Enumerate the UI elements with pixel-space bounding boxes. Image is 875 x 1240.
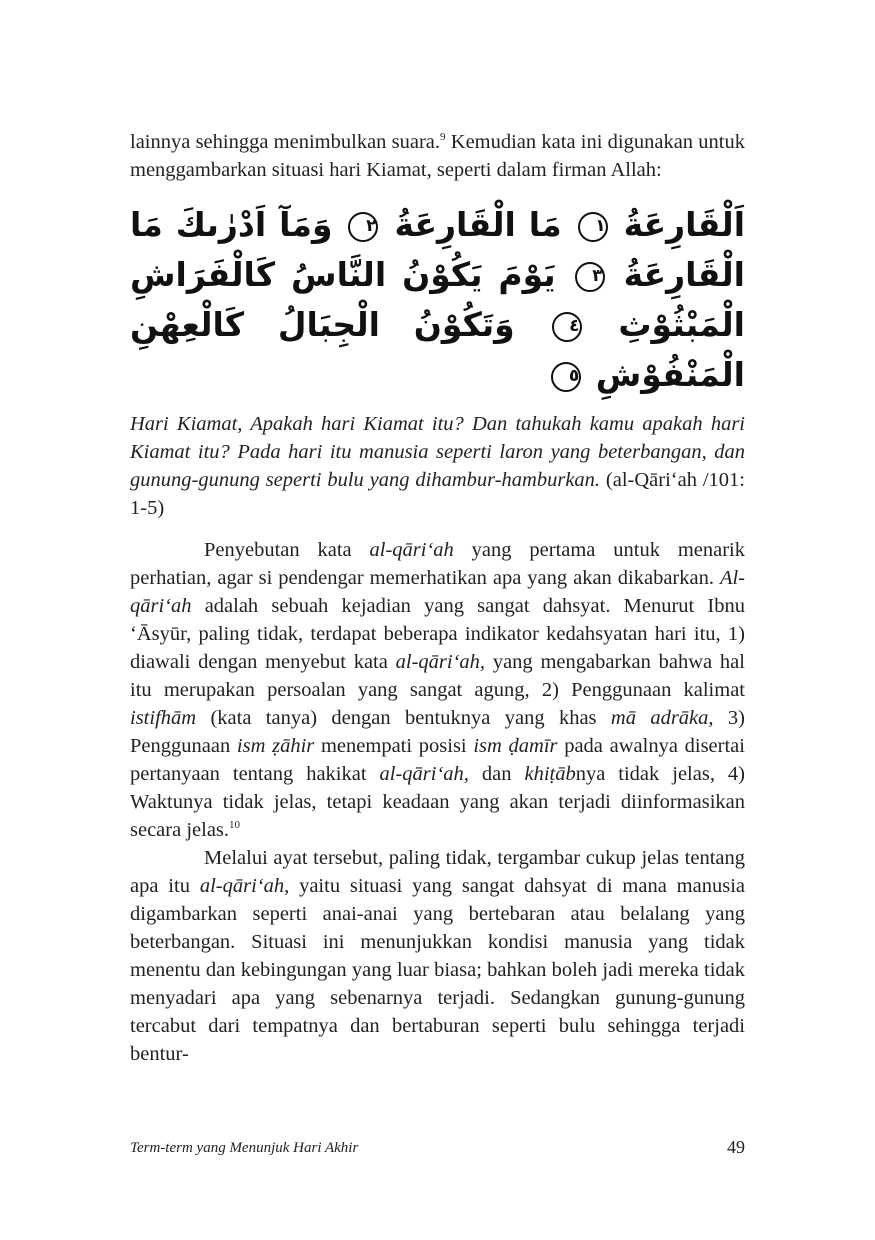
text-run: pada awalnya disertai pertanyaan tentang hakikat [130, 735, 745, 785]
text-run: yang mengabarkan bahwa hal itu merupakan persoalan yang sangat agung, 2) Penggunaan kalimat [130, 651, 745, 701]
verse-5: وَتَكُوْنُ الْجِبَالُ كَالْعِهْنِ الْمَنْفُوْشِ [130, 305, 745, 394]
italic-term: al-qāri‘ah [199, 875, 285, 897]
paragraph-intro [130, 128, 745, 184]
ayah-number-3: ٣ [575, 262, 605, 292]
ayah-number-4: ٤ [552, 312, 582, 342]
footnote-ref-9[interactable]: 9 [440, 131, 446, 144]
intro-text-continued: Kemudian kata ini digunakan untuk menggambarkan situasi hari Kiamat, seperti dalam firman Allah: [130, 131, 745, 181]
ayah-number-5: ٥ [551, 362, 581, 392]
text-run: yang pertama untuk menarik perhatian, agar si pendengar memerhatikan apa yang akan dikabarkan. [130, 539, 745, 589]
verse-2: مَا الْقَارِعَةُ [394, 205, 562, 244]
italic-term: al-qāri‘ah, [379, 763, 469, 785]
text-run: 3) Penggunaan [130, 707, 745, 757]
page-number: 49 [727, 1137, 745, 1157]
verse-3: وَمَآ اَدْرٰىكَ مَا الْقَارِعَةُ [130, 205, 745, 294]
quran-verse-block [130, 200, 745, 400]
running-footer-title: Term-term yang Menunjuk Hari Akhir [130, 1140, 359, 1156]
text-run: menempati posisi [314, 735, 474, 757]
italic-term: ism ẓāhir [236, 735, 315, 757]
text-run: nya tidak jelas, 4) Waktunya tidak jelas, tetapi keadaan yang akan terjadi diinformasikan secara jelas. [130, 763, 745, 841]
footnote-ref-10[interactable]: 10 [229, 819, 241, 832]
italic-term: ism ḍamīr [473, 735, 558, 757]
verse-translation [130, 410, 745, 522]
verse-4: يَوْمَ يَكُوْنُ النَّاسُ كَالْفَرَاشِ الْمَبْثُوْثِ [130, 255, 745, 344]
text-run: dan [468, 763, 525, 785]
page-body [130, 128, 745, 1068]
text-run: adalah sebuah kejadian yang sangat dahsyat. Menurut Ibnu ‘Āsyūr, paling tidak, terdapat beberapa indikator kedahsyatan hari itu, 1) diawali dengan menyebut kata [130, 595, 745, 673]
paragraph-explanation [130, 536, 745, 844]
italic-term: al-qāri‘ah, [395, 651, 486, 673]
text-run: Melalui ayat tersebut, paling tidak, tergambar cukup jelas tentang apa itu [130, 847, 745, 897]
text-run: Penyebutan kata [204, 539, 370, 561]
italic-term: khiṭāb [524, 763, 576, 785]
verse-reference: (al-Qāri‘ah /101: 1-5) [130, 469, 745, 519]
text-run: , yaitu situasi yang sangat dahsyat di mana manusia digambarkan seperti anai-anai yang bertebaran atau belalang yang beterbangan. Situasi ini menunjukkan kondisi manusia yang tidak menentu dan kebingungan yang luar biasa; bahkan boleh jadi mereka tidak menyadari apa yang sebenarnya terjadi. Sedangkan gunung-gunung tercabut dari tempatnya dan bertaburan seperti bulu sehingga terjadi bentur- [130, 875, 745, 1065]
italic-term: al-qāri‘ah [369, 539, 454, 561]
italic-term: mā adrāka, [610, 707, 714, 729]
paragraph-conclusion [130, 844, 745, 1068]
ayah-number-2: ٢ [348, 212, 378, 242]
italic-term: istifhām [130, 707, 197, 729]
translation-text: Hari Kiamat, Apakah hari Kiamat itu? Dan tahukah kamu apakah hari Kiamat itu? Pada hari itu manusia seperti laron yang beterbangan, dan gunung-gunung seperti bulu yang dihambur-hamburkan. [130, 413, 745, 491]
text-run: (kata tanya) dengan bentuknya yang khas [196, 707, 611, 729]
intro-text: lainnya sehingga menimbulkan suara. [130, 131, 441, 153]
page-footer [130, 1139, 745, 1157]
verse-1: اَلْقَارِعَةُ [623, 205, 746, 244]
italic-term: Al-qāri‘ah [130, 567, 745, 617]
ayah-number-1: ١ [578, 212, 608, 242]
